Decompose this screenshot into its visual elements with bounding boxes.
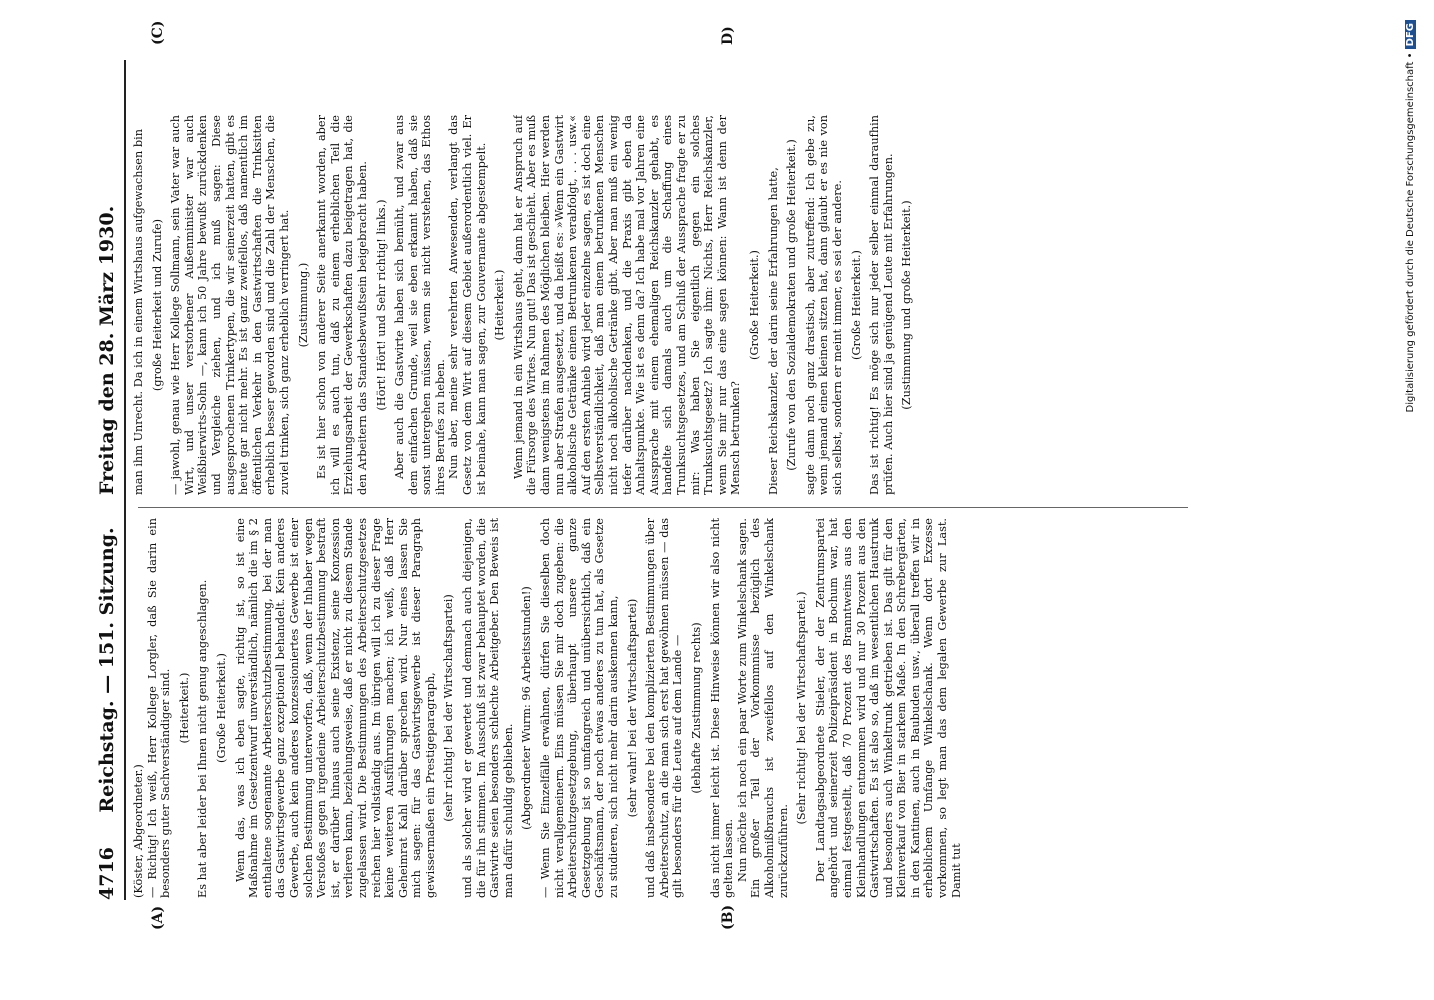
paragraph: und daß insbesondere bei den komplizierten Bestimmungen über Arbeiterschutz, an die man sich erst hat gewöhnen müssen — das gilt besonders für die Leute auf dem Lande — — [644, 518, 685, 898]
column-separator — [138, 507, 1188, 508]
paragraph: Es hat aber leider bei Ihnen nicht genug angeschlagen. — [196, 579, 210, 898]
interjection: (lebhafte Zustimmung rechts) — [689, 622, 703, 794]
header-rule — [124, 60, 126, 900]
paragraph: — Wenn Sie Einzelfälle erwähnen, dürfen Sie dieselben doch nicht verallgemeinern. Eins müssen Sie mir doch zugeben: die Arbeiterschutzgesetzgebung, überhaupt unsere ganze Gesetzgebung ist so umfangreich und unübersichtlich, daß ein Geschäftsmann, der noch etwas anderes zu tun hat, als Gesetze zu studieren, sich nicht mehr darin auskennen kann, — [539, 518, 620, 898]
interjection: (Hört! Hört! und Sehr richtig! links.) — [374, 199, 388, 411]
interjection: (Große Heiterkeit.) — [849, 250, 863, 360]
paragraph: und als solcher wird er gewertet und demnach auch diejenigen, die für ihn stimmen. Im Ausschuß ist zwar behauptet worden, die Gastwirte seien besonders schlechte Arbeitgeber. Den Beweis ist man dafür schuldig geblieben. — [461, 518, 515, 898]
interjection: (sehr richtig! bei der Wirtschaftspartei) — [442, 594, 456, 822]
interjection: (große Heiterkeit und Zurufe) — [150, 218, 164, 392]
interjection: (Zustimmung.) — [296, 262, 310, 348]
margin-mark-b: (B) — [720, 904, 736, 930]
paragraph: sagte dann noch ganz drastisch, aber zutreffend: Ich gebe zu, wenn jemand einen kleinen sitzen hat, dann glaubt er es nie von sich selbst, sondern er meint immer, es sei der andere. — [803, 115, 844, 495]
interjection: (Große Heiterkeit.) — [747, 250, 761, 360]
margin-mark-d: D) — [720, 26, 736, 45]
paragraph: Wenn jemand in ein Wirtshaus geht, dann hat er Anspruch auf die Fürsorge des Wirtes. Nun gut! Das ist geschieht. Aber es muß dann wenigstens im Rahmen des Möglichen bleiben. Hier werden nun aber Strafen ausgesetzt, und da heißt es: »Wenn ein Gastwirt alkoholische Getränke einem Betrunkenen verabfolgt, . . . usw.« Auf den ersten Anhieb wird jeder einzelne sagen, es ist doch eine Selbstverständlichkeit, daß man einem betrunkenen Menschen nicht noch alkoholische Getränke gibt. Aber man muß ein wenig tiefer darüber nachdenken, und die Praxis gibt eben da Anhaltspunkte. Wie ist es denn da? Ich habe mal vor Jahren eine Aussprache mit einem ehemaligen Reichskanzler gehabt, es handelte sich damals auch um die Schaffung eines Trunksuchtsgesetzes, und am Schluß der Aussprache fragte er zu mir: Was haben Sie eigentlich gegen ein solches Trunksuchtsgesetz? Ich sagte ihm: Nichts, Herr Reichskanzler, wenn Sie mir nur das eine sagen können: Wann ist denn der Mensch betrunken? — [511, 115, 743, 495]
header-date: Freitag den 28. März 1930. — [96, 205, 118, 495]
paragraph: Der Landtagsabgeordnete Stieler, der der Zentrumspartei angehört und seinerzeit Polizeipräsident in Bochum war, hat einmal festgestellt, daß 70 Prozent des Branntweins aus den Kleinhandlungen entnommen wird und nur 30 Prozent aus den Gastwirtschaften. Es ist also so, daß im wesentlichen Haustrunk und besonders auch Winkeltrunk getrieben ist. Das gilt für den Kleinverkauf von Bier in starkem Maße. In den Schrebergärten, in den Kantinen, auch in Baubuden usw., überall treffen wir in erheblichem Umfange Winkelschank. Wenn dort Exzesse vorkommen, so legt man das dem legalen Gewerbe zur Last. Damit tut — [813, 518, 963, 898]
margin-mark-c: (C) — [150, 20, 166, 45]
paragraph: Nun aber, meine sehr verehrten Anwesenden, verlangt das Gesetz von dem Wirt auf diesem Gebiet außerordentlich viel. Er ist beinahe, kann man sagen, zur Gouvernante abgestempelt. — [447, 115, 488, 495]
paragraph: das nicht immer leicht ist. Diese Hinweise können wir also nicht gelten lassen. — [708, 518, 736, 898]
paragraph: — Richtig! Ich weiß, Herr Kollege Lorgler, daß Sie darin ein besonders guter Sachverständiger sind. — [145, 518, 173, 898]
header-session: Reichstag. — 151. Sitzung. — [96, 527, 118, 813]
right-text-column — [132, 115, 1202, 495]
paragraph: man ihm Unrecht. Da ich in einem Wirtshaus aufgewachsen bin — [132, 129, 145, 495]
interjection: (Abgeordneter Wurm: 96 Arbeitsstunden!) — [520, 586, 534, 830]
page-number: 4716 — [96, 847, 118, 900]
paragraph: Aber auch die Gastwirte haben sich bemüht, und zwar aus dem einfachen Grunde, weil sie eben erkannt haben, daß sie sonst untergehen müssen, wenn sie nicht verstehen, das Ethos ihres Berufes zu heben. — [393, 115, 447, 495]
left-text-column — [132, 518, 1202, 898]
paragraph: Wenn das, was ich eben sagte, richtig ist, so ist eine Maßnahme im Gesetzentwurf unverständlich, nämlich die im § 2 enthaltene sogenannte Arbeiterschutzbestimmung, bei der man das Gastwirtsgewerbe ganz exzeptionell behandelt. Kein anderes Gewerbe, auch kein anderes konzessioniertes Gewerbe ist einer solchen Bestimmung unterworfen, daß, wenn der Inhaber wegen Verstoßes gegen irgendeine Arbeiterschutzbestimmung bestraft ist, er darüber hinaus auch seine Existenz, seine Konzession verlieren kann, beziehungsweise, daß er nicht zu diesem Stande zugelassen wird. Die Bestimmungen des Arbeiterschutzgesetzes reichen hier vollständig aus. Im übrigen will ich zu dieser Frage keine weiteren Ausführungen machen; ich weiß, daß Herr Geheimrat Kahl darüber sprechen wird. Nur eines lassen Sie mich sagen: für das Gastwirtsgewerbe ist dieser Paragraph gewissermaßen ein Prestigeparagraph, — [233, 518, 437, 898]
paragraph: (Köster, Abgeordneter.) — [132, 764, 145, 898]
interjection: (Heiterkeit.) — [177, 672, 191, 744]
interjection: (sehr wahr! bei der Wirtschaftspartei) — [625, 598, 639, 818]
interjection: (Große Heiterkeit.) — [214, 653, 228, 763]
digitization-footer — [1405, 20, 1416, 700]
paragraph: Dieser Reichskanzler, der darin seine Erfahrungen hatte, — [766, 167, 780, 495]
paragraph: Nun möchte ich noch ein paar Worte zum Winkelschank sagen. Ein großer Teil der Vorkommnisse bezüglich des Alkoholmißbrauchs ist zweifellos auf den Winkelschank zurückzuführen. — [735, 518, 790, 898]
interjection: (Heiterkeit.) — [493, 269, 507, 341]
margin-mark-a: (A) — [150, 905, 166, 930]
dfg-logo: DFG — [1405, 20, 1416, 49]
paragraph: — jawohl, genau wie Herr Kollege Sollmann, sein Vater war auch Wirt, und unser verstorbener Außenminister war auch Weißbierwirts-Sohn —, kann ich 50 Jahre bewußt zurückdenken und Vergleiche ziehen, und ich muß sagen: Diese ausgesprochenen Trinkertypen, die wir seinerzeit hatten, gibt es heute gar nicht mehr. Es ist ganz zweifellos, daß namentlich im öffentlichen Verkehr in den Gastwirtschaften die Trinksitten erheblich besser geworden sind und die Zahl der Menschen, die zuviel trinken, sich ganz erheblich verringert hat. — [169, 115, 291, 495]
interjection: (Zustimmung und große Heiterkeit.) — [900, 200, 914, 410]
interjection: (Zurufe von den Sozialdemokraten und große Heiterkeit.) — [785, 139, 799, 471]
paragraph: Es ist hier schon von anderer Seite anerkannt worden, aber ich will es auch tun, daß zu einem erheblichen Teil die Erziehungsarbeit der Gewerkschaften dazu beigetragen hat, die den Arbeitern das Standesbewußtsein beigebracht haben. — [315, 115, 369, 495]
paragraph: Das ist richtig! Es möge sich nur jeder selber einmal daraufhin prüfen. Auch hier sind ja genügend Leute mit Erfahrungen. — [868, 115, 895, 495]
footer-text: Digitalisierung gefördert durch die Deutsche Forschungsgemeinschaft • — [1405, 52, 1416, 413]
interjection: (Sehr richtig! bei der Wirtschaftspartei.) — [795, 591, 809, 825]
